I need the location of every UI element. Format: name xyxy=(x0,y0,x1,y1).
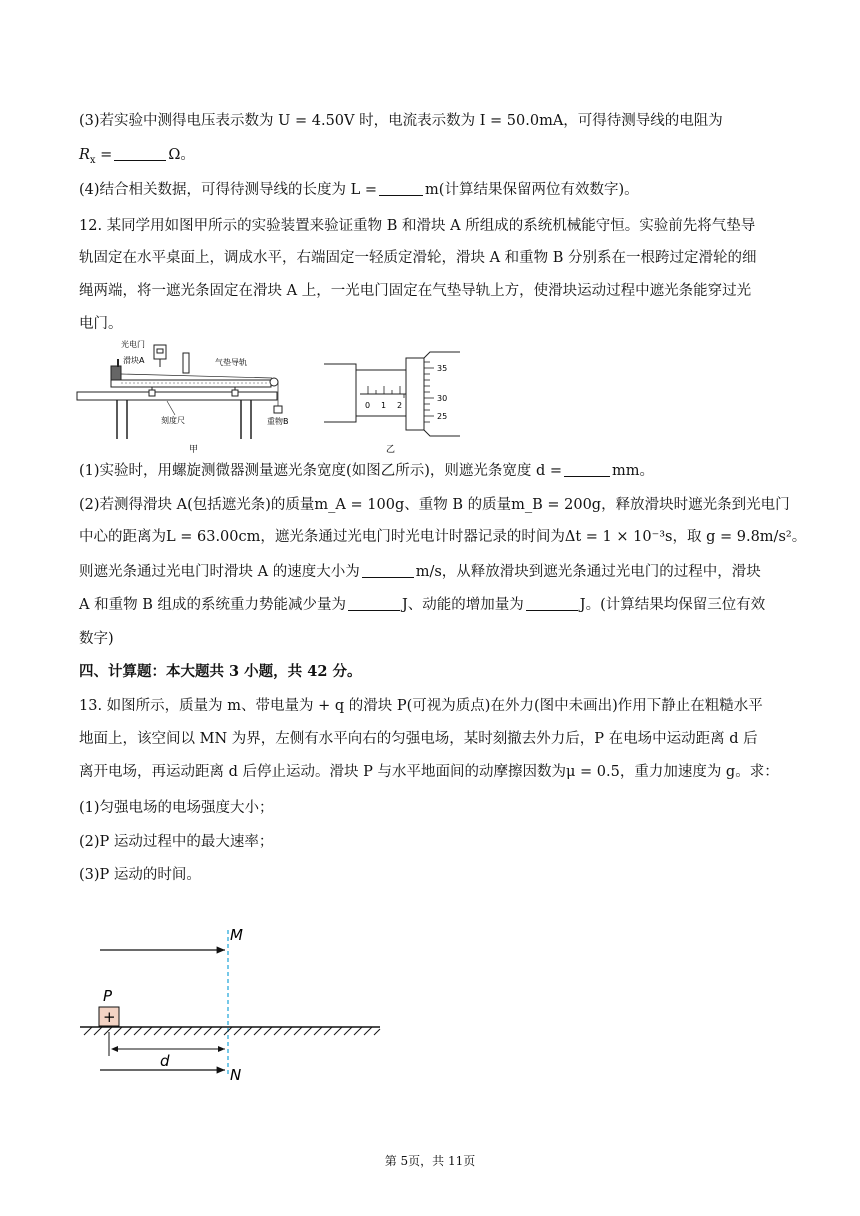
q13-question-1: (1)匀强电场的电场强度大小； xyxy=(79,800,274,816)
q12-part1 xyxy=(79,464,654,479)
support-left xyxy=(149,390,155,396)
q13-question-3: (3)P 运动的时间。 xyxy=(79,867,201,883)
ruler-label: 刻度尺 xyxy=(161,416,185,425)
rx-symbol: R xyxy=(79,147,90,163)
plus-sign: + xyxy=(103,1008,116,1026)
page-footer: 第 5页，共 11页 xyxy=(384,1154,476,1168)
ruler-pointer xyxy=(167,401,175,415)
caption-yi: 乙 xyxy=(386,445,396,455)
answer-blank[interactable] xyxy=(526,609,578,611)
q12-part2-line4-prefix: A 和重物 B 组成的系统重力势能减少量为 xyxy=(79,597,346,613)
main-tick-0: 0 xyxy=(365,401,371,410)
rx-equals: = xyxy=(95,147,113,163)
timer-box xyxy=(154,345,166,359)
q12-part2-line3-prefix: 则遮光条通过光电门时滑块 A 的速度大小为 xyxy=(79,564,360,580)
label-d: d xyxy=(160,1052,170,1070)
q13-question-2: (2)P 运动过程中的最大速率； xyxy=(79,834,274,850)
q12-stem-line2: 轨固定在水平桌面上，调成水平，右端固定一轻质定滑轮，滑块 A 和重物 B 分别系在一根跨过定滑轮的细 xyxy=(79,250,757,266)
weight-b-icon xyxy=(274,406,282,413)
answer-blank[interactable] xyxy=(379,194,423,196)
slider-a-block xyxy=(111,366,121,381)
answer-blank[interactable] xyxy=(564,475,610,477)
figure-yi-micrometer xyxy=(320,350,466,460)
q11-part4-suffix: m(计算结果保留两位有效数字)。 xyxy=(425,182,639,198)
slider-a-label: 滑块A xyxy=(123,356,145,365)
thimble xyxy=(406,358,424,430)
label-n: N xyxy=(230,1066,242,1084)
q12-part2-line4-mid: J、动能的增加量为 xyxy=(401,597,524,613)
light-bar xyxy=(117,359,119,367)
q13-stem-line2: 地面上，该空间以 MN 为界，左侧有水平向右的匀强电场，某时刻撤去外力后，P 在电场中运动距离 d 后 xyxy=(79,731,758,747)
figure-jia-air-track xyxy=(75,335,307,459)
support-right xyxy=(232,390,238,396)
main-tick-1: 1 xyxy=(381,401,387,410)
photogate-label: 光电门 xyxy=(121,340,145,349)
caption-jia: 甲 xyxy=(189,445,199,455)
q12-part2-line4 xyxy=(79,598,765,613)
scale-tick-35: 35 xyxy=(437,364,448,373)
q13-stem-line1: 13. 如图所示，质量为 m、带电量为 + q 的滑块 P(可视为质点)在外力(图中未画出)作用下静止在粗糙水平 xyxy=(79,698,763,714)
air-track xyxy=(111,380,271,387)
label-m: M xyxy=(230,926,243,944)
main-tick-2: 2 xyxy=(397,401,403,410)
rx-unit: Ω。 xyxy=(168,147,195,163)
section-title: 四、计算题：本大题共 3 小题，共 42 分。 xyxy=(79,663,362,680)
q11-part4 xyxy=(79,183,639,198)
answer-blank[interactable] xyxy=(348,609,400,611)
answer-blank[interactable] xyxy=(362,576,414,578)
string xyxy=(121,374,272,378)
air-track-label: 气垫导轨 xyxy=(215,358,247,367)
q12-part2-line3-mid: m/s，从释放滑块到遮光条通过光电门的过程中，滑块 xyxy=(415,564,761,580)
pulley xyxy=(270,378,278,386)
ruler-table xyxy=(77,392,277,400)
q12-stem-line4: 电门。 xyxy=(79,316,123,332)
micrometer-frame xyxy=(324,364,356,422)
answer-blank[interactable] xyxy=(114,159,166,161)
q13-figure xyxy=(80,920,390,1090)
q12-part2-line4-suffix: J。(计算结果均保留三位有效 xyxy=(579,597,766,613)
q12-part1-prefix: (1)实验时，用螺旋测微器测量遮光条宽度(如图乙所示)，则遮光条宽度 d = xyxy=(79,463,563,479)
scale-tick-25: 25 xyxy=(437,412,448,421)
q11-part3-line1: (3)若实验中测得电压表示数为 U = 4.50V 时，电流表示数为 I = 50.0mA，可得待测导线的电阻为 xyxy=(79,113,723,129)
q12-stem-line1: 12. 某同学用如图甲所示的实验装置来验证重物 B 和滑块 A 所组成的系统机械能守恒。实验前先将气垫导 xyxy=(79,218,756,234)
q12-part2-line2: 中心的距离为L = 63.00cm，遮光条通过光电门时光电计时器记录的时间为Δt = 1 × 10⁻³s，取 g = 9.8m/s²。 xyxy=(79,529,807,545)
q12-part2-line1: (2)若测得滑块 A(包括遮光条)的质量m_A = 100g、重物 B 的质量m_B = 200g，释放滑块时遮光条到光电门 xyxy=(79,497,790,513)
weight-b-label: 重物B xyxy=(267,417,289,426)
q13-stem-line3: 离开电场，再运动距离 d 后停止运动。滑块 P 与水平地面间的动摩擦因数为μ = 0.5，重力加速度为 g。求： xyxy=(79,764,779,780)
q12-part1-suffix: mm。 xyxy=(612,463,655,479)
q11-part3-line2 xyxy=(79,148,195,166)
q11-part4-prefix: (4)结合相关数据，可得待测导线的长度为 L = xyxy=(79,182,378,198)
scale-tick-30: 30 xyxy=(437,394,448,403)
rx-subscript: x xyxy=(89,154,96,166)
q12-part2-line5: 数字) xyxy=(79,631,114,647)
photogate-icon xyxy=(183,353,189,373)
ground-hatch xyxy=(84,1027,380,1035)
label-p: P xyxy=(103,987,113,1005)
thimble-ticks xyxy=(424,362,434,422)
q12-part2-line3 xyxy=(79,565,761,580)
timer-display xyxy=(157,349,163,353)
q12-stem-line3: 绳两端，将一遮光条固定在滑块 A 上，一光电门固定在气垫导轨上方，使滑块运动过程中遮光条能穿过光 xyxy=(79,283,752,299)
